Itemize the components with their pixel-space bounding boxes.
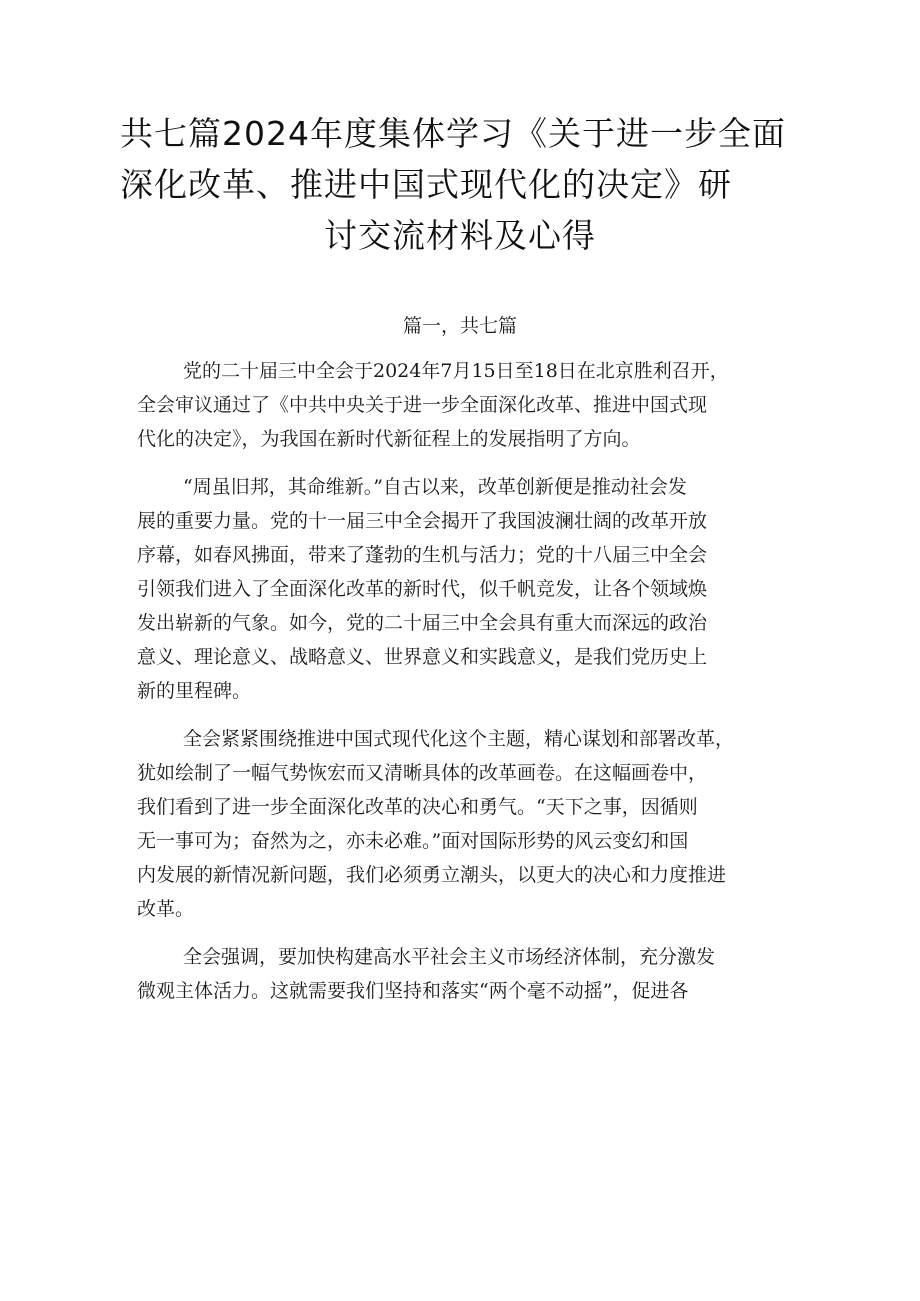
paragraph — [137, 940, 797, 1008]
text-line: 引领我们进入了全面深化改革的新时代，似千帆竞发，让各个领域焕 — [137, 578, 708, 600]
section-heading: 篇一，共七篇 — [402, 315, 517, 337]
text-line: 序幕，如春风拂面，带来了蓬勃的生机与活力；党的十八届三中全会 — [137, 544, 708, 566]
text-line: 全会紧紧围绕推进中国式现代化这个主题，精心谋划和部署改革， — [183, 728, 735, 750]
text-line: 意义、理论意义、战略意义、世界意义和实践意义，是我们党历史上 — [137, 646, 708, 668]
document-title — [120, 108, 800, 261]
title-line: 共七篇2024年度集体学习《关于进一步全面 — [120, 114, 786, 153]
document-body — [137, 354, 797, 1022]
text-line: 代化的决定》，为我国在新时代新征程上的发展指明了方向。 — [137, 428, 641, 450]
text-line: 新的里程碑。 — [137, 680, 252, 702]
paragraph — [137, 722, 797, 926]
text-line: 全会审议通过了《中共中央关于进一步全面深化改革、推进中国式现 — [137, 394, 708, 416]
text-line: 改革。 — [137, 898, 195, 920]
text-line: “周虽旧邦，其命维新。”自古以来，改革创新便是推动社会发 — [183, 476, 687, 498]
text-line: 全会强调，要加快构建高水平社会主义市场经济体制，充分激发 — [183, 946, 716, 968]
title-line: 讨交流材料及心得 — [324, 216, 596, 255]
text-line: 微观主体活力。这就需要我们坚持和落实“两个毫不动摇”，促进各 — [137, 980, 689, 1002]
text-line: 党的二十届三中全会于2024年7月15日至18日在北京胜利召开， — [183, 360, 729, 382]
text-line: 展的重要力量。党的十一届三中全会揭开了我国波澜壮阔的改革开放 — [137, 510, 708, 532]
text-line: 发出崭新的气象。如今，党的二十届三中全会具有重大而深远的政治 — [137, 612, 708, 634]
text-line: 犹如绘制了一幅气势恢宏而又清晰具体的改革画卷。在这幅画卷中， — [137, 762, 708, 784]
text-line: 我们看到了进一步全面深化改革的决心和勇气。“天下之事，因循则 — [137, 796, 698, 818]
paragraph — [137, 470, 797, 708]
text-line: 内发展的新情况新问题，我们必须勇立潮头，以更大的决心和力度推进 — [137, 864, 727, 886]
paragraph — [137, 354, 797, 456]
title-line: 深化改革、推进中国式现代化的决定》研 — [120, 165, 732, 204]
text-line: 无一事可为；奋然为之，亦未必难。”面对国际形势的风云变幻和国 — [137, 830, 689, 852]
